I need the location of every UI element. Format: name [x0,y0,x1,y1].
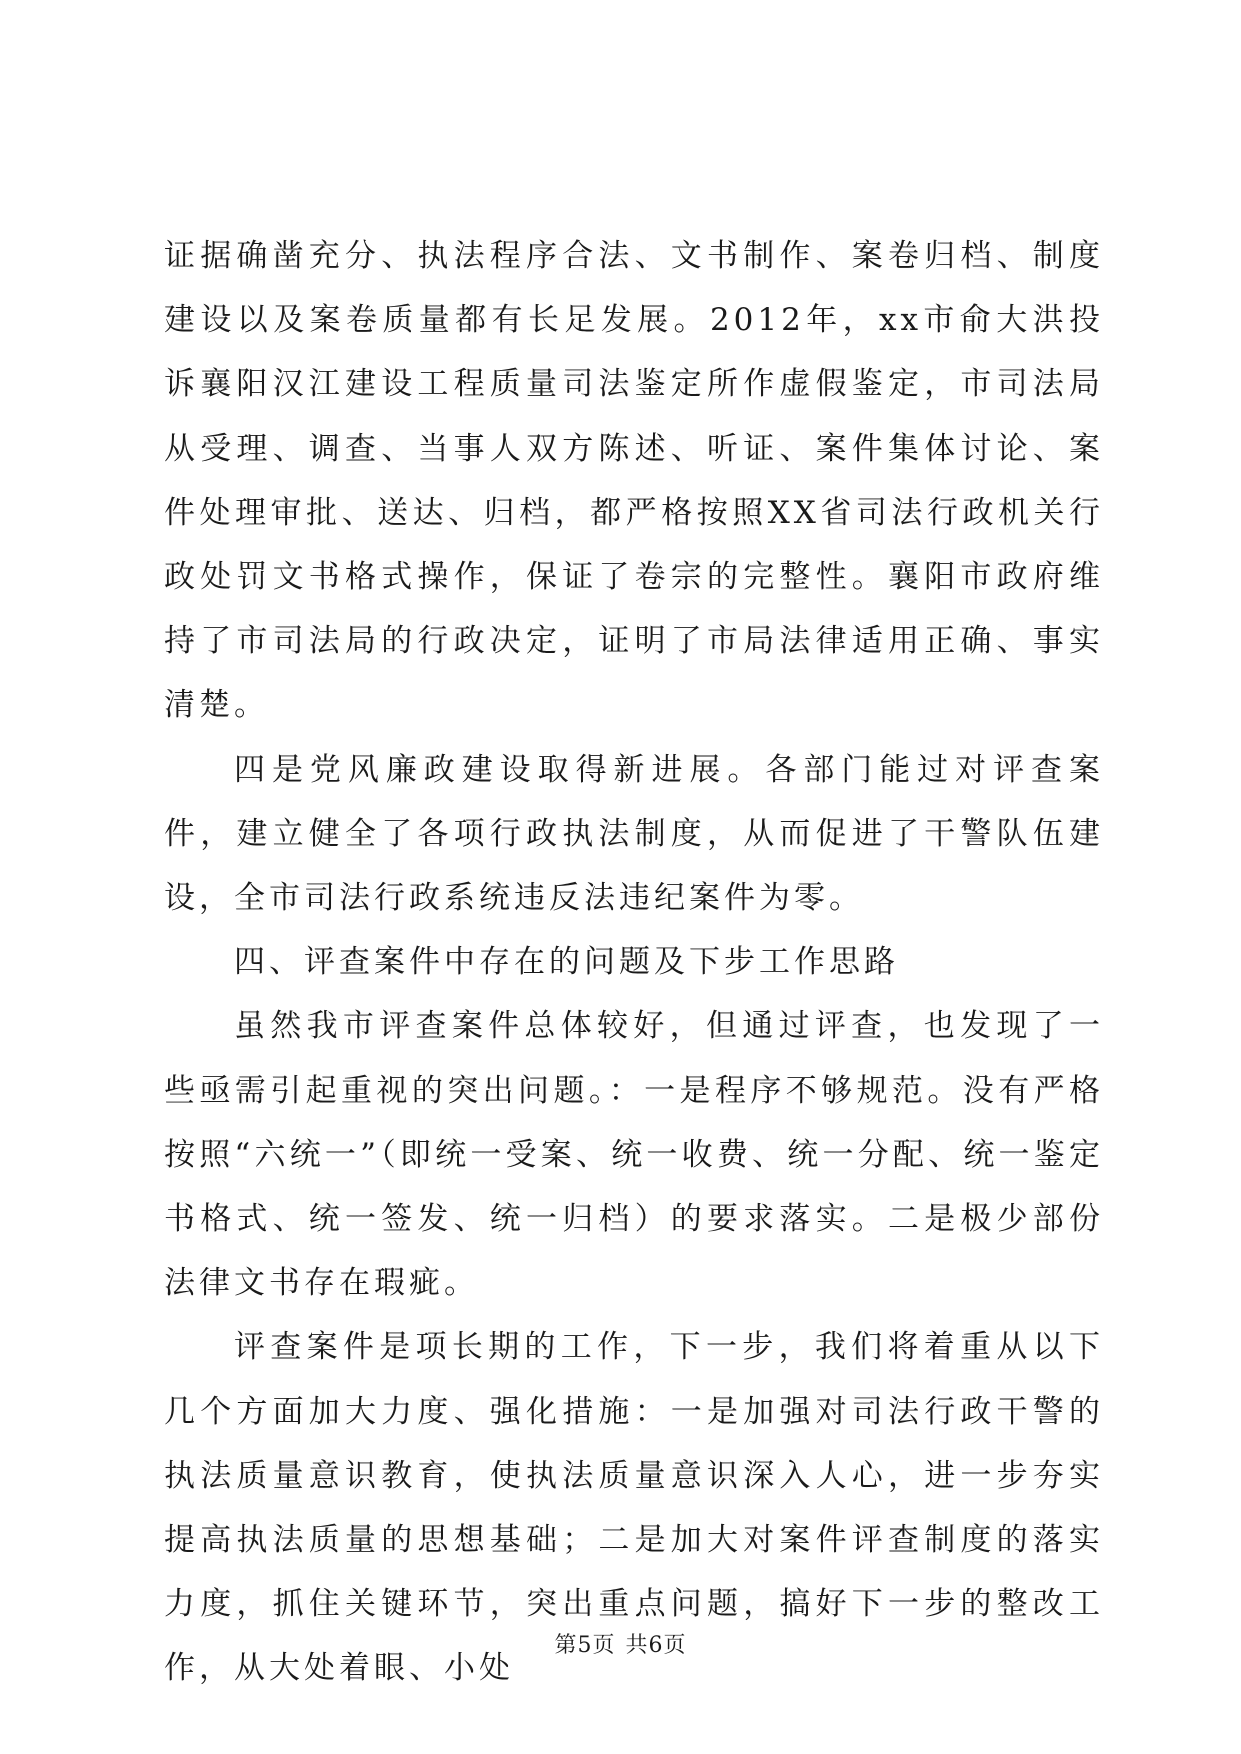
page-total: 共6页 [625,1633,687,1658]
paragraph-integrity-progress: 四是党风廉政建设取得新进展。各部门能过对评查案件，建立健全了各项行政执法制度，从而促进了干警队伍建设，全市司法行政系统违反法违纪案件为零。 [164,751,1104,917]
paragraph-problems-found: 虽然我市评查案件总体较好，但通过评查，也发现了一些亟需引起重视的突出问题。：一是程序不够规范。没有严格按照“六统一”（即统一受案、统一收费、统一分配、统一鉴定书格式、统一签发、统一归档）的要求落实。二是极少部份法律文书存在瑕疵。 [164,1008,1104,1302]
document-body [164,224,1104,1701]
section-heading-problems-and-next-steps: 四、评查案件中存在的问题及下步工作思路 [234,944,899,981]
page-footer [0,1628,1241,1659]
page-number: 第5页 [554,1633,616,1658]
paragraph-evidence-and-case-example: 证据确凿充分、执法程序合法、文书制作、案卷归档、制度建设以及案卷质量都有长足发展。2012年，xx市俞大洪投诉襄阳汉江建设工程质量司法鉴定所作虚假鉴定，市司法局从受理、调查、当事人双方陈述、听证、案件集体讨论、案件处理审批、送达、归档，都严格按照XX省司法行政机关行政处罚文书格式操作，保证了卷宗的完整性。襄阳市政府维持了市司法局的行政决定，证明了市局法律适用正确、事实清楚。 [164,238,1104,724]
paragraph-next-steps: 评查案件是项长期的工作，下一步，我们将着重从以下几个方面加大力度、强化措施：一是加强对司法行政干警的执法质量意识教育，使执法质量意识深入人心，进一步夯实提高执法质量的思想基础；二是加大对案件评查制度的落实力度，抓住关键环节，突出重点问题，搞好下一步的整改工作，从大处着眼、小处 [164,1329,1104,1687]
